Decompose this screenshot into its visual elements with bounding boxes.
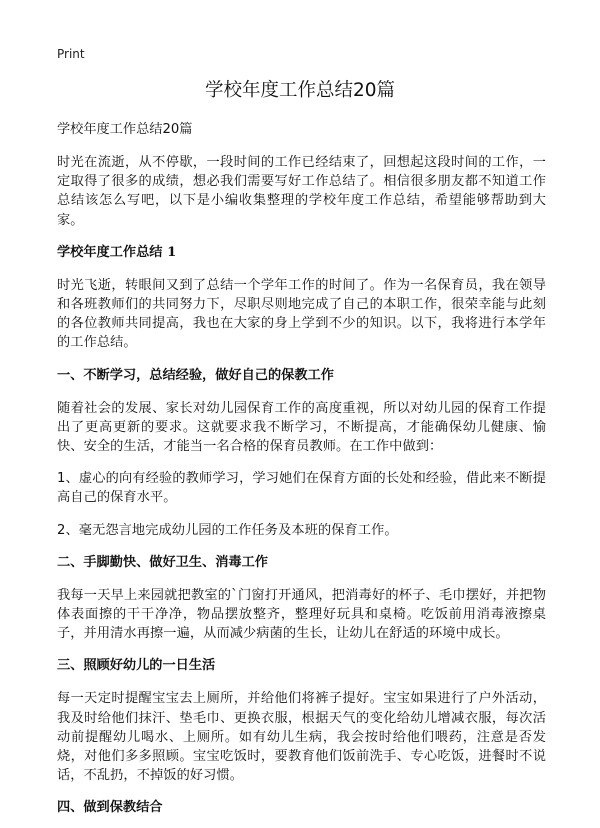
heading-1-item-2: 2、毫无怨言地完成幼儿园的工作任务及本班的保育工作。 xyxy=(57,522,398,538)
heading-4: 四、做到保教结合 xyxy=(57,800,163,816)
heading-1-paragraph: 随着社会的发展、家长对幼儿园保育工作的高度重视，所以对幼儿园的保育工作提出了更高更新的要求。这就要求我不断学习，不断提高，才能确保幼儿健康、愉快、安全的生活，才能当一名合格的保育员教师。在工作中做到： xyxy=(57,400,546,455)
page-title: 学校年度工作总结20篇 xyxy=(204,80,396,101)
heading-3-paragraph: 每一天定时提醒宝宝去上厕所，并给他们将裤子提好。宝宝如果进行了户外活动，我及时给他们抹汗、垫毛巾、更换衣服，根据天气的变化给幼儿增减衣服，每次活动前提醒幼儿喝水、上厕所。如有幼儿生病，我会按时给他们喂药，注意是否发烧，对他们多多照顾。宝宝吃饭时，要教育他们饭前洗手、专心吃饭，进餐时不说话，不乱扔，不掉饭的好习惯。 xyxy=(57,691,546,784)
section-1-paragraph: 时光飞逝，转眼间又到了总结一个学年工作的时间了。作为一名保育员，我在领导和各班教师们的共同努力下，尽职尽则地完成了自己的本职工作，很荣幸能与此刻的各位教师共同提高，我也在大家的身上学到不少的知识。以下，我将进行本学年的工作总结。 xyxy=(57,277,546,351)
document-body xyxy=(57,120,546,828)
heading-2-paragraph: 我每一天早上来园就把教室的`门窗打开通风，把消毒好的杯子、毛巾摆好，并把物体表面擦的干干净净，物品摆放整齐，整理好玩具和桌椅。吃饭前用消毒液擦桌子，并用清水再擦一遍，从而减少病菌的生长，让幼儿在舒适的环境中成长。 xyxy=(57,587,546,642)
heading-1-item-1: 1、虚心的向有经验的教师学习，学习她们在保育方面的长处和经验，借此来不断提高自己的保育水平。 xyxy=(57,471,546,506)
heading-3: 三、照顾好幼儿的一日生活 xyxy=(57,658,216,674)
heading-2: 二、手脚勤快、做好卫生、消毒工作 xyxy=(57,554,268,570)
document-subtitle: 学校年度工作总结20篇 xyxy=(57,122,193,137)
heading-1: 一、不断学习，总结经验，做好自己的保教工作 xyxy=(57,367,334,383)
section-1-title: 学校年度工作总结 1 xyxy=(57,244,177,260)
print-link[interactable]: Print xyxy=(57,47,85,61)
intro-paragraph: 时光在流逝，从不停歇，一段时间的工作已经结束了，回想起这段时间的工作，一定取得了很多的成绩，想必我们需要写好工作总结了。相信很多朋友都不知道工作总结该怎么写吧，以下是小编收集整理的学校年度工作总结，希望能够帮助到大家。 xyxy=(57,155,546,228)
